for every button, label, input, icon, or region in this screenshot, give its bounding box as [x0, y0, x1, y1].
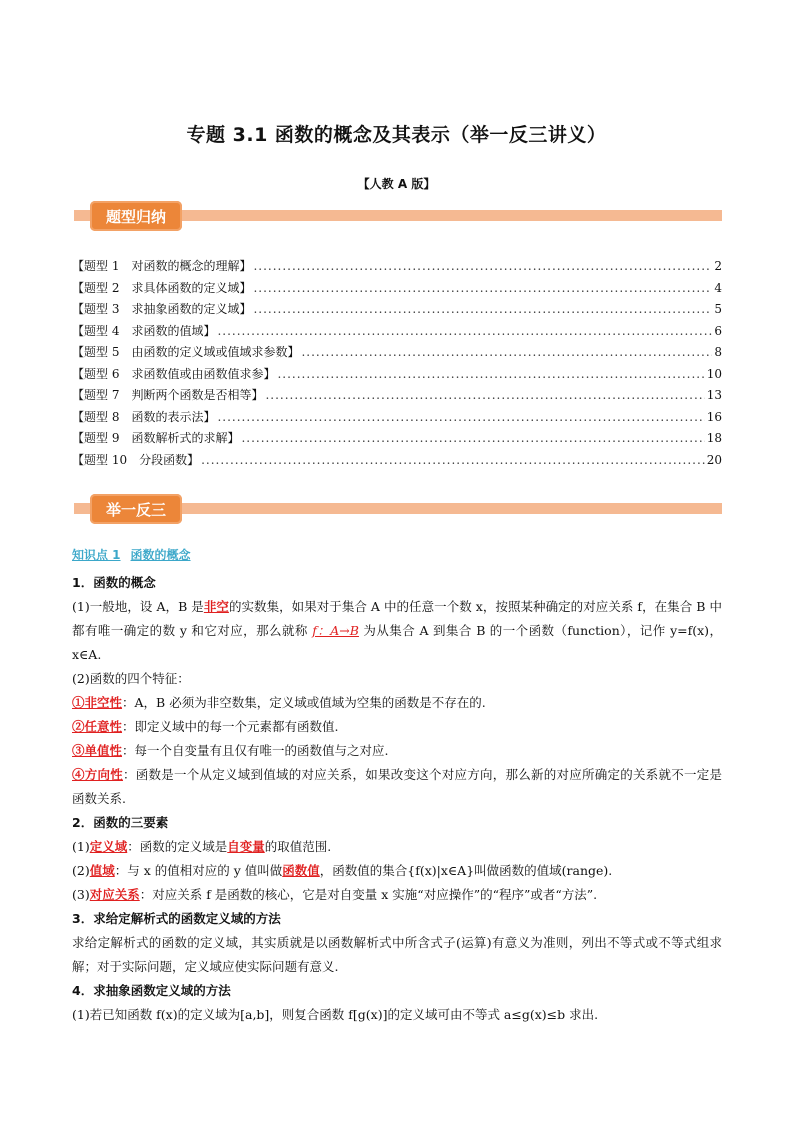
- toc-entry[interactable]: [72, 408, 722, 430]
- text-span: ：函数的定义域是: [127, 839, 228, 854]
- heading-abstract-domain: 4．求抽象函数定义域的方法: [72, 983, 231, 998]
- feature-text: ：即定义域中的每一个元素都有函数值.: [122, 719, 339, 734]
- text-span: (2): [72, 863, 90, 878]
- toc-entry[interactable]: [72, 257, 722, 279]
- toc-entry-page: 13: [706, 388, 722, 402]
- toc-entry-page: 2: [714, 259, 722, 273]
- toc-leader-dots: [301, 345, 712, 359]
- toc-entry-page: 8: [714, 345, 722, 359]
- toc-leader-dots: [217, 410, 704, 424]
- toc-entry[interactable]: [72, 343, 722, 365]
- section-badge-practice: 举一反三: [90, 494, 182, 524]
- toc-entry-label: 【题型 4 求函数的值域】: [72, 323, 216, 338]
- paragraph-abstract-domain: (1)若已知函数 f(x)的定义域为[a,b]，则复合函数 f[g(x)]的定义域可由不等式 a≤g(x)≤b 求出.: [72, 1007, 599, 1022]
- toc-leader-dots: [201, 453, 705, 467]
- feature-text: ：函数是一个从定义域到值域的对应关系，如果改变这个对应方向，那么新的对应所确定的关系就不一定是函数关系.: [72, 767, 722, 806]
- edition-label: 【人教 A 版】: [357, 177, 436, 191]
- toc-entry-page: 18: [706, 431, 722, 445]
- text-span: (1): [72, 839, 90, 854]
- knowledge-point-heading: [72, 546, 191, 563]
- toc-entry-page: 20: [706, 452, 722, 467]
- toc-entry[interactable]: [72, 451, 722, 473]
- toc-entry[interactable]: [72, 429, 722, 451]
- toc-entry-label: 【题型 9 函数解析式的求解】: [72, 431, 240, 445]
- toc-entry-label: 【题型 6 求函数值或由函数值求参】: [72, 366, 276, 381]
- feature-text: ：每一个自变量有且仅有唯一的函数值与之对应.: [122, 743, 389, 758]
- heading-function-concept: 1．函数的概念: [72, 575, 156, 590]
- text-span: (1)一般地，设 A，B 是: [72, 599, 204, 614]
- text-span: 的实数集，如果对于集合 A 中的任意一个数 x，按照某种确定的对应关系 f，在集合 B 中都有唯一确定的数 y 和它对应，那么就称: [72, 599, 722, 638]
- feature-item: [72, 739, 722, 763]
- toc-entry-label: 【题型 7 判断两个函数是否相等】: [72, 388, 264, 402]
- toc-leader-dots: [253, 259, 712, 273]
- toc-entry-label: 【题型 8 函数的表示法】: [72, 409, 216, 424]
- toc-entry-label: 【题型 3 求抽象函数的定义域】: [72, 302, 252, 316]
- element-item: [72, 883, 722, 907]
- toc-entry[interactable]: [72, 386, 722, 408]
- feature-item: [72, 763, 722, 811]
- knowledge-point-title: 函数的概念: [130, 548, 191, 562]
- knowledge-point-number: 知识点 1: [72, 548, 121, 562]
- toc-entry[interactable]: [72, 279, 722, 301]
- feature-label: ①非空性: [72, 695, 123, 710]
- text-span: 的取值范围.: [264, 839, 332, 854]
- feature-item: [72, 715, 722, 739]
- text-span: ：与 x 的值相对应的 y 值叫做: [114, 863, 283, 878]
- text-span: ，函数值的集合{f(x)|x∈A}叫做函数的值域(range).: [319, 863, 613, 878]
- element-item: [72, 835, 722, 859]
- section-header-practice: [74, 494, 722, 524]
- highlight-mapping: f：A→B: [312, 623, 359, 638]
- highlight-nonempty: 非空: [203, 599, 229, 614]
- element-item: [72, 859, 722, 883]
- element-label: 对应关系: [89, 887, 140, 902]
- section-header-types: [74, 201, 722, 231]
- heading-domain-method: 3．求给定解析式的函数定义域的方法: [72, 911, 281, 926]
- toc-entry-page: 16: [706, 409, 722, 424]
- paragraph-domain-method: 求给定解析式的函数的定义域，其实质就是以函数解析式中所含式子(运算)有意义为准则，列出不等式或不等式组求解；对于实际问题，定义域应使实际问题有意义.: [72, 935, 722, 974]
- toc-leader-dots: [241, 431, 704, 445]
- element-label: 定义域: [89, 839, 128, 854]
- text-span: (3): [72, 887, 90, 902]
- highlight-term: 函数值: [282, 863, 320, 878]
- feature-item: [72, 691, 722, 715]
- toc-entry-page: 10: [706, 366, 722, 381]
- toc-leader-dots: [217, 324, 712, 338]
- toc-entry[interactable]: [72, 300, 722, 322]
- toc-leader-dots: [265, 388, 704, 402]
- feature-label: ②任意性: [72, 719, 123, 734]
- heading-three-elements: 2．函数的三要素: [72, 815, 169, 830]
- feature-text: ：A，B 必须为非空数集，定义域或值域为空集的函数是不存在的.: [122, 695, 486, 710]
- toc-entry[interactable]: [72, 322, 722, 344]
- table-of-contents: [72, 257, 722, 472]
- toc-entry-label: 【题型 1 对函数的概念的理解】: [72, 259, 252, 273]
- feature-label: ④方向性: [72, 767, 123, 782]
- toc-entry-page: 5: [714, 302, 722, 316]
- toc-entry-page: 4: [714, 280, 722, 295]
- section-badge-types: 题型归纳: [90, 201, 182, 231]
- document-body: [72, 571, 722, 1027]
- toc-entry-label: 【题型 2 求具体函数的定义域】: [72, 280, 252, 295]
- paragraph-definition: [72, 595, 722, 667]
- toc-leader-dots: [253, 281, 712, 295]
- element-label: 值域: [89, 863, 115, 878]
- toc-leader-dots: [253, 302, 712, 316]
- text-span: 为从集合 A 到集合 B 的一个函数（function），记作 y=f(x)，x∈A.: [72, 623, 722, 662]
- highlight-term: 自变量: [227, 839, 265, 854]
- toc-leader-dots: [277, 367, 704, 381]
- toc-entry-label: 【题型 5 由函数的定义域或值域求参数】: [72, 345, 300, 359]
- feature-label: ③单值性: [72, 743, 123, 758]
- toc-entry[interactable]: [72, 365, 722, 387]
- page-title: 专题 3.1 函数的概念及其表示（举一反三讲义）: [186, 124, 607, 146]
- paragraph-features-intro: (2)函数的四个特征：: [72, 671, 190, 686]
- text-span: ：对应关系 f 是函数的核心，它是对自变量 x 实施“对应操作”的“程序”或者“方法”.: [139, 887, 598, 902]
- toc-entry-label: 【题型 10 分段函数】: [72, 452, 200, 467]
- toc-entry-page: 6: [714, 323, 722, 338]
